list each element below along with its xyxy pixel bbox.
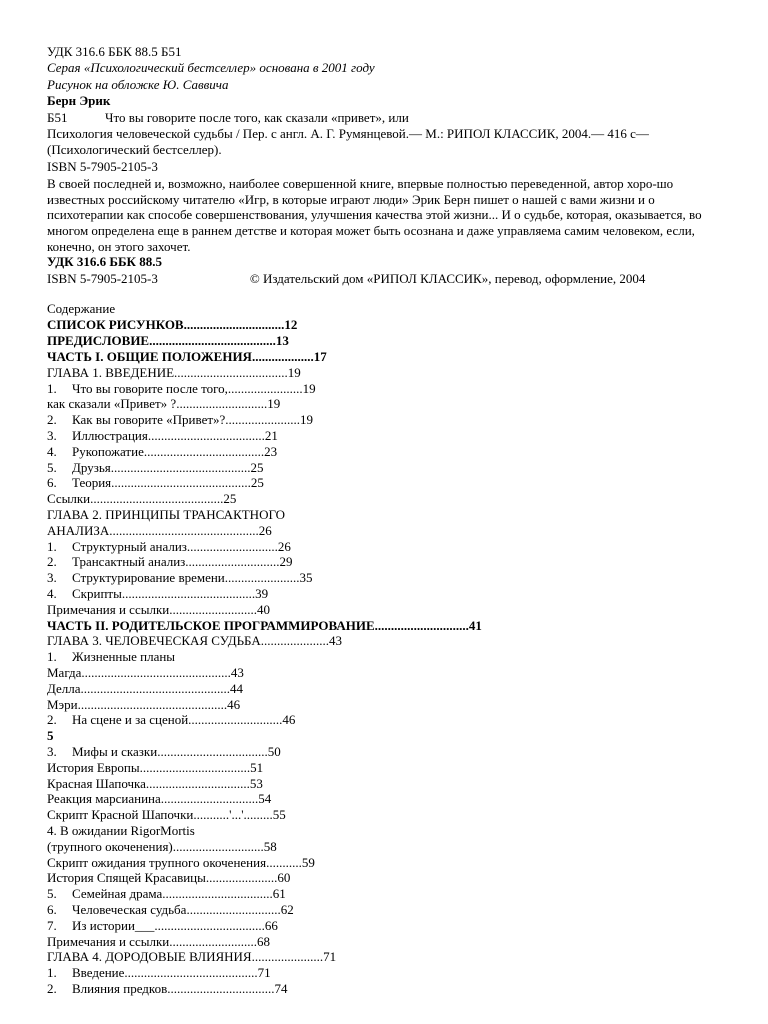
- toc-entry: [47, 365, 727, 381]
- toc-entry-text: Примечания и ссылки...........................40: [47, 601, 270, 617]
- toc-entry-text: Теория...........................................25: [72, 475, 264, 491]
- toc-entry-number: 1.: [47, 649, 57, 665]
- series-note: Серая «Психологический бестселлер» основана в 2001 году: [47, 60, 375, 76]
- toc-entry-text: Реакция марсианина..............................54: [47, 791, 272, 807]
- toc-entry-number: 3.: [47, 428, 57, 444]
- udk-line-bold: УДК 316.6 ББК 88.5: [47, 254, 162, 270]
- toc-entry: [47, 965, 727, 981]
- toc-entry: [47, 902, 727, 918]
- toc-entry: [47, 539, 727, 555]
- isbn-2: ISBN 5-7905-2105-3: [47, 270, 158, 286]
- toc-entry-number: 5.: [47, 886, 57, 902]
- toc-entry-number: 3.: [47, 743, 57, 759]
- toc-entry: [47, 855, 727, 871]
- toc-entry: [47, 396, 727, 412]
- toc-entry-text: Влияния предков.................................74: [72, 980, 288, 996]
- toc-entry-text: Семейная драма..................................61: [72, 886, 286, 902]
- toc-entry: [47, 681, 727, 697]
- toc-entry: [47, 776, 727, 792]
- toc-entry: [47, 475, 727, 491]
- toc-entry-text: ПРЕДИСЛОВИЕ.......................................13: [47, 333, 289, 349]
- toc-entry-text: Структурирование времени.......................35: [72, 570, 313, 586]
- toc-entry-text: Скрипты.........................................39: [72, 585, 269, 601]
- author-name: Берн Эрик: [47, 93, 111, 109]
- copyright-text: © Издательский дом «РИПОЛ КЛАССИК», перевод, оформление, 2004: [249, 270, 646, 286]
- toc-entry-text: 5: [47, 728, 54, 744]
- toc-entry-number: 2.: [47, 554, 57, 570]
- toc-entry: [47, 586, 727, 602]
- toc-entry-text: 4. В ожидании RigorMortis: [47, 822, 195, 838]
- toc-entry: [47, 412, 727, 428]
- toc-entry-text: ГЛАВА 2. ПРИНЦИПЫ ТРАНСАКТНОГО: [47, 507, 286, 522]
- toc-entry: [47, 760, 727, 776]
- document-page: [47, 44, 727, 997]
- book-title: Что вы говорите после того, как сказали «привет», или: [105, 109, 409, 125]
- toc-entry: [47, 918, 727, 934]
- toc-entry: [47, 807, 727, 823]
- toc-entry-text: СПИСОК РИСУНКОВ...............................12: [47, 317, 298, 333]
- toc-entry-number: 1.: [47, 965, 57, 981]
- toc-entry-text: Что вы говорите после того,.......................19: [72, 380, 316, 396]
- toc-entry-text: ЧАСТЬ I. ОБЩИЕ ПОЛОЖЕНИЯ...................17: [47, 349, 327, 365]
- toc-entry: [47, 949, 727, 965]
- toc-entry-text: Скрипт Красной Шапочки...........'...'.........55: [47, 807, 286, 823]
- toc-entry: [47, 333, 727, 349]
- toc-entry: [47, 744, 727, 760]
- toc-entry-text: Мэри..............................................46: [47, 696, 241, 712]
- toc-entry: [47, 460, 727, 476]
- annotation: В своей последней и, возможно, наиболее совершенной книге, впервые полностью переведенной, автор хоро-шо известных российскому читателю «Игр, в которые играют люди» Эрик Берн пишет о нашей с вами жизни и о психотерапии как способе совершенствования, улучшения качества этой жизни... И о судьбе, которая, оказывается, во многом определена еще в раннем детстве и которая может быть осознана и даже управляема самим человеком, если, конечно, он этого захочет.: [47, 176, 702, 254]
- toc-entry-text: Из истории___..................................66: [72, 917, 278, 933]
- toc-entry-number: 2.: [47, 980, 57, 996]
- toc-entry-text: ГЛАВА 4. ДОРОДОВЫЕ ВЛИЯНИЯ......................71: [47, 949, 337, 965]
- toc-entry: [47, 649, 727, 665]
- udk-line: УДК 316.6 ББК 88.5 Б51: [47, 44, 182, 59]
- toc-entry: [47, 712, 727, 728]
- toc-entry: [47, 349, 727, 365]
- toc-entry-text: История Европы..................................51: [47, 759, 264, 775]
- toc-entry: [47, 633, 727, 649]
- toc-entry: [47, 317, 727, 333]
- toc-entry-text: Делла..............................................44: [47, 680, 244, 696]
- toc-entry-text: Иллюстрация....................................21: [72, 428, 278, 444]
- toc-entry-text: АНАЛИЗА..............................................26: [47, 522, 272, 538]
- b51-code: Б51: [47, 109, 68, 125]
- toc-entry-number: 5.: [47, 459, 57, 475]
- toc-entry: [47, 665, 727, 681]
- toc-entry: [47, 491, 727, 507]
- toc-entry: [47, 870, 727, 886]
- toc-entry: [47, 444, 727, 460]
- toc-entry-text: ГЛАВА 1. ВВЕДЕНИЕ...................................19: [47, 364, 301, 380]
- toc-entry: [47, 886, 727, 902]
- toc-entry: [47, 602, 727, 618]
- toc-entry-number: 6.: [47, 901, 57, 917]
- toc-entry-text: Структурный анализ............................26: [72, 538, 291, 554]
- cover-credit: Рисунок на обложке Ю. Саввича: [47, 76, 229, 92]
- toc-entry-text: Красная Шапочка................................53: [47, 775, 263, 791]
- toc-entry-text: Человеческая судьба.............................62: [72, 901, 294, 917]
- toc-entry: [47, 981, 727, 997]
- toc-entry-text: Друзья...........................................25: [72, 459, 264, 475]
- bibliographic-series: (Психологический бестселлер).: [47, 142, 222, 158]
- toc-entry-text: На сцене и за сценой.............................46: [72, 712, 296, 728]
- isbn-copyright-line: [47, 271, 727, 287]
- book-title-line: [47, 110, 727, 126]
- toc-entry-number: 2.: [47, 712, 57, 728]
- toc-entry-text: Примечания и ссылки...........................68: [47, 933, 270, 949]
- toc-entry-text: Трансактный анализ.............................29: [72, 554, 293, 570]
- toc-entry-text: Жизненные планы: [72, 649, 176, 665]
- toc-entry: [47, 507, 727, 523]
- toc-entry-number: 2.: [47, 412, 57, 428]
- toc-entry-text: (трупного окоченения)............................58: [47, 838, 277, 854]
- toc-entry: [47, 728, 727, 744]
- toc-entry-text: Скрипт ожидания трупного окоченения...........59: [47, 854, 315, 870]
- toc-entry-text: Рукопожатие.....................................23: [72, 443, 278, 459]
- toc-entry: [47, 697, 727, 713]
- toc-entry: [47, 839, 727, 855]
- toc-entry-text: Магда..............................................43: [47, 664, 244, 680]
- toc-entry-number: 6.: [47, 475, 57, 491]
- isbn-line: ISBN 5-7905-2105-3: [47, 158, 158, 174]
- toc-entry-number: 3.: [47, 570, 57, 586]
- toc-entry-text: Как вы говорите «Привет»?.......................19: [72, 412, 314, 428]
- toc-entry-text: Ссылки.........................................25: [47, 491, 237, 507]
- toc-entry: [47, 618, 727, 634]
- toc-entry-text: ЧАСТЬ II. РОДИТЕЛЬСКОЕ ПРОГРАММИРОВАНИЕ.............................41: [47, 617, 482, 633]
- toc-entry-text: История Спящей Красавицы......................60: [47, 870, 291, 886]
- toc-entry-text: Введение.........................................71: [72, 965, 271, 981]
- toc-entry: [47, 381, 727, 397]
- toc-entry-number: 7.: [47, 917, 57, 933]
- toc-entry: [47, 791, 727, 807]
- toc-entry-text: ГЛАВА 3. ЧЕЛОВЕЧЕСКАЯ СУДЬБА.....................43: [47, 633, 342, 649]
- toc-entry-text: Мифы и сказки..................................50: [72, 743, 281, 759]
- toc-entry-number: 4.: [47, 585, 57, 601]
- toc-entry: [47, 570, 727, 586]
- toc-entry: [47, 554, 727, 570]
- toc-entry: [47, 934, 727, 950]
- toc-entry-number: 1.: [47, 538, 57, 554]
- toc-entry-number: 4.: [47, 443, 57, 459]
- bibliographic-line: Психология человеческой судьбы / Пер. с англ. А. Г. Румянцевой.— М.: РИПОЛ КЛАССИК, 2004.— 416 с—: [47, 126, 649, 142]
- toc-heading: Содержание: [47, 301, 116, 317]
- toc-entry: [47, 523, 727, 539]
- table-of-contents: [47, 317, 727, 996]
- toc-entry-text: как сказали «Привет» ?............................19: [47, 396, 281, 412]
- toc-entry: [47, 428, 727, 444]
- toc-entry: [47, 823, 727, 839]
- toc-entry-number: 1.: [47, 380, 57, 396]
